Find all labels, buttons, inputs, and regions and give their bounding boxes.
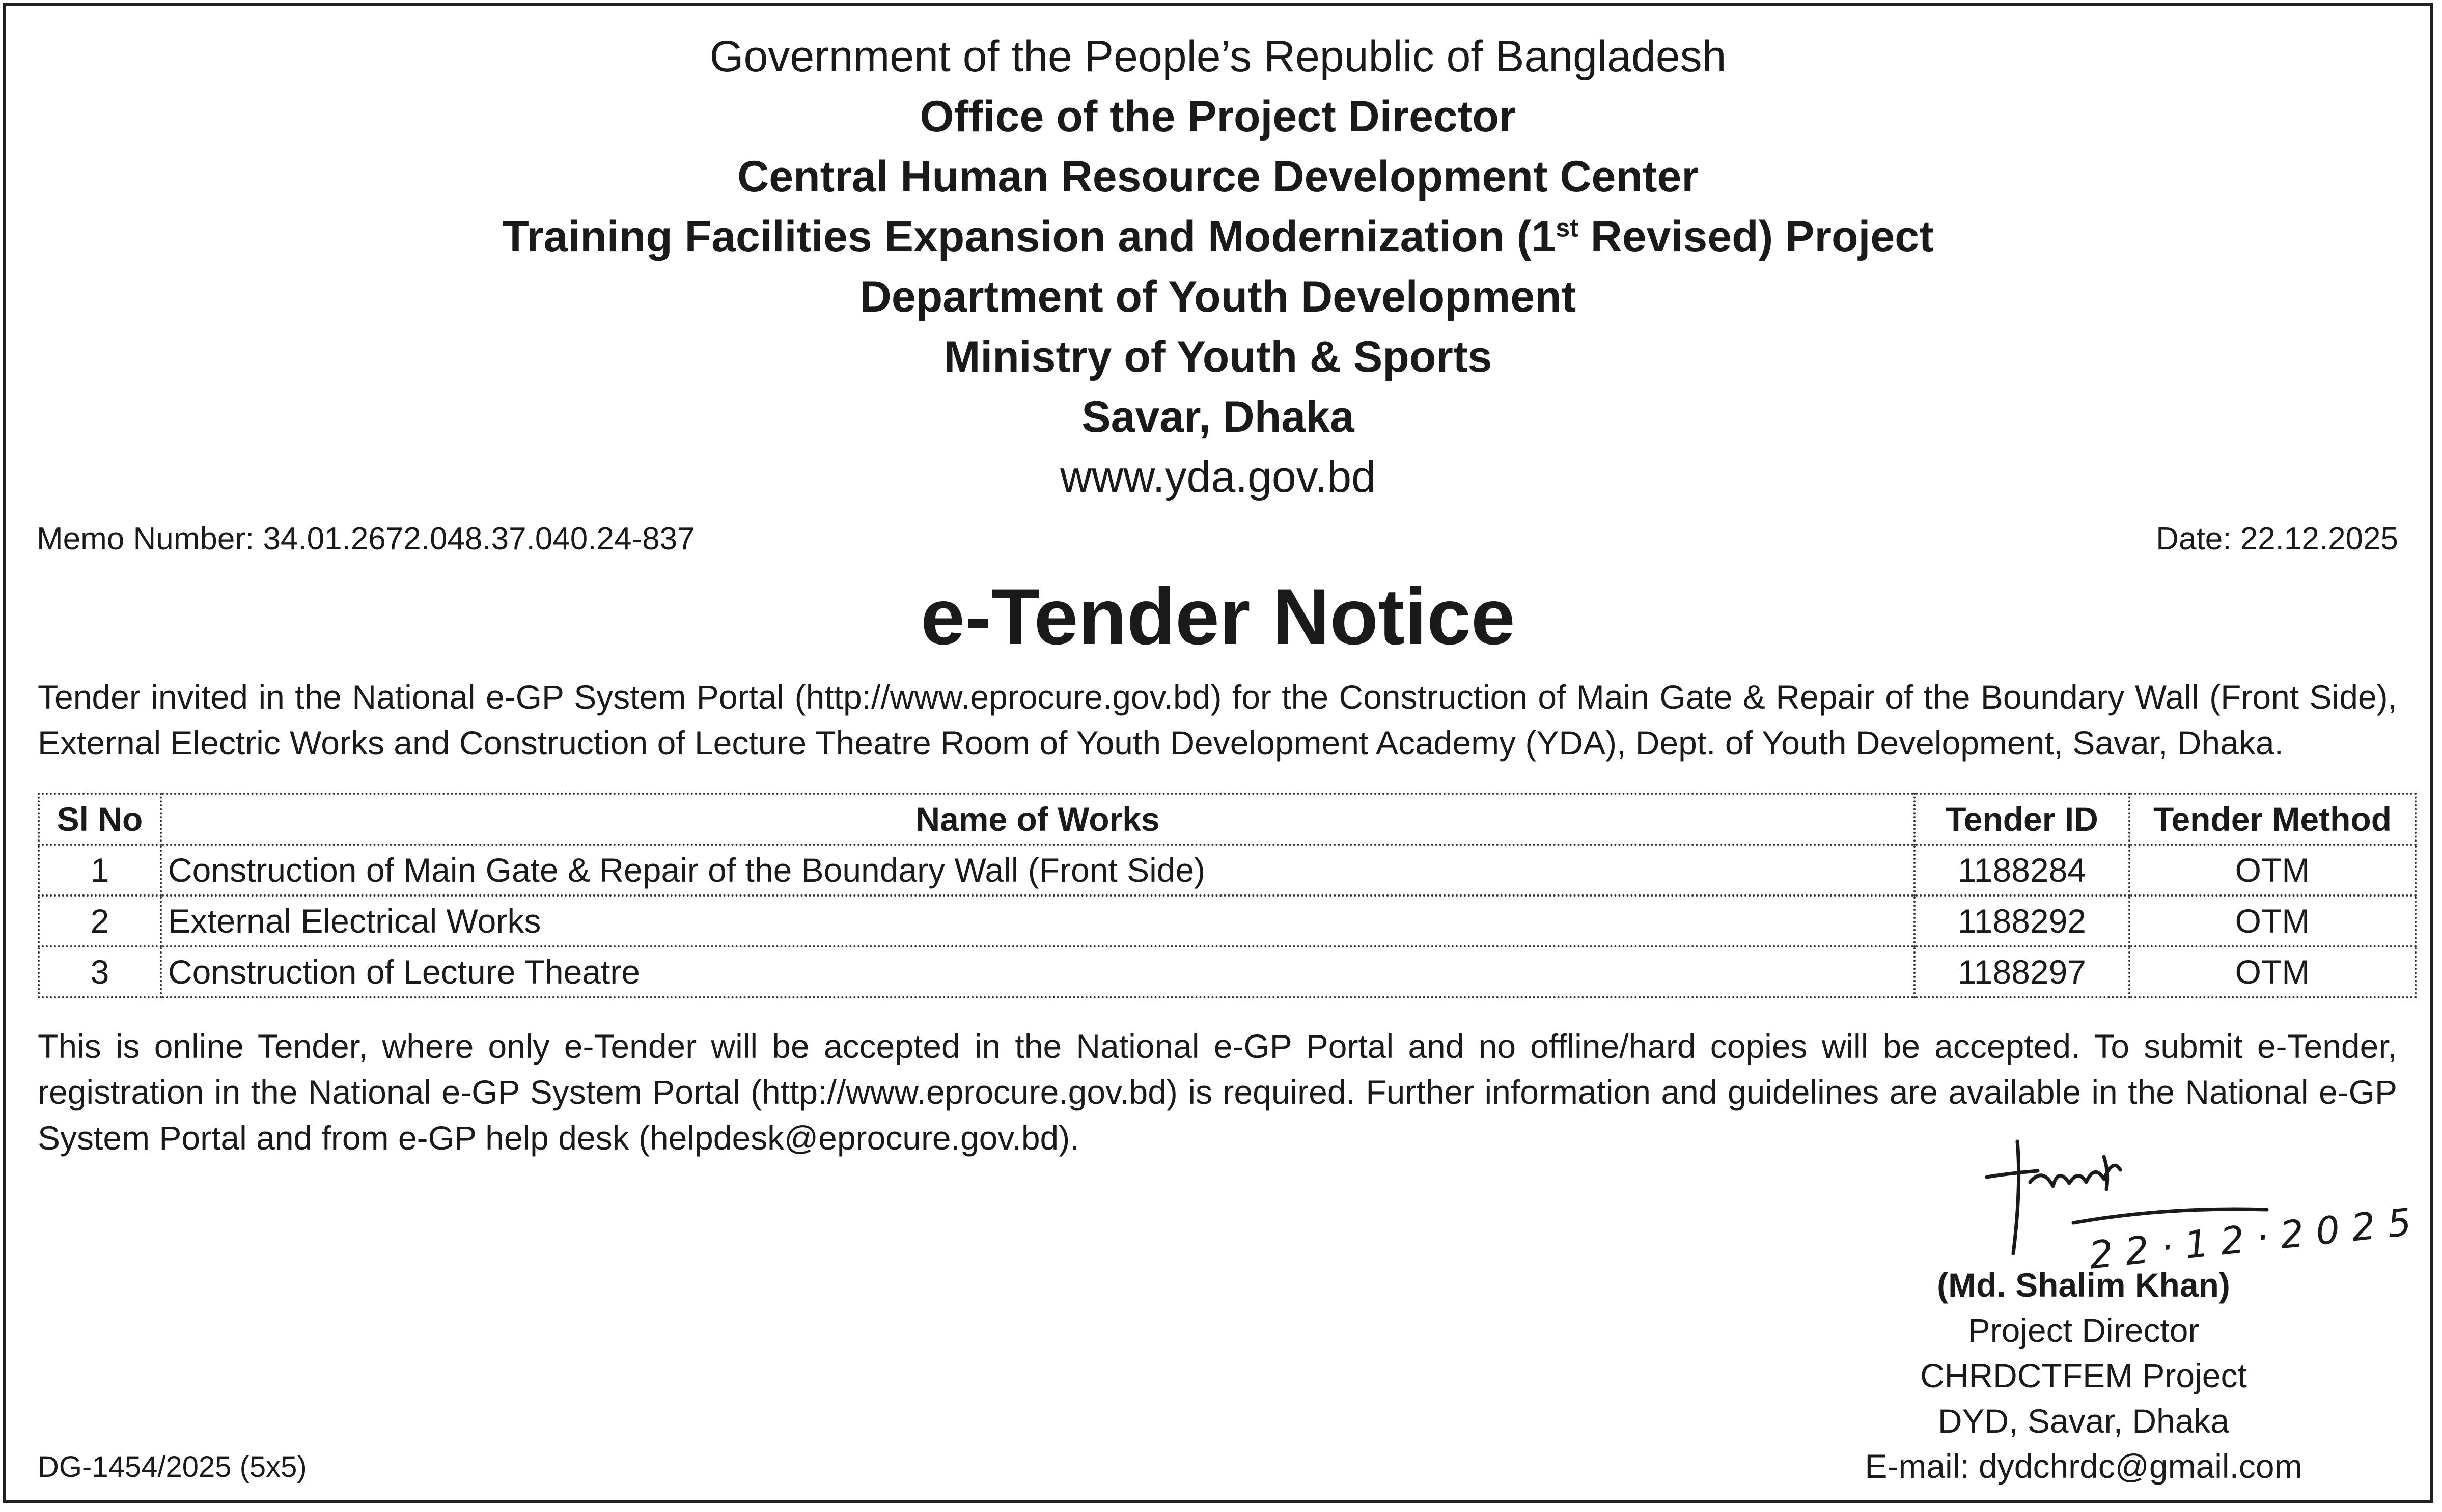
cell-tender-id: 1188297	[1914, 946, 2129, 997]
cell-name-of-works: Construction of Main Gate & Repair of the Boundary Wall (Front Side)	[161, 845, 1914, 895]
header-name-of-works: Name of Works	[161, 794, 1914, 845]
handwritten-signature	[1982, 1126, 2413, 1278]
svg-text:2 2 · 1 2 · 2 0 2 5: 2 2 · 1 2 · 2 0 2 5	[2087, 1200, 2413, 1278]
cell-tender-method: OTM	[2129, 895, 2416, 946]
website-line: www.yda.gov.bd	[1060, 453, 1376, 501]
notice-page	[3, 3, 2433, 1503]
signatory-block	[1778, 1263, 2389, 1489]
notice-header	[6, 26, 2430, 507]
publication-reference: DG-1454/2025 (5x5)	[38, 1450, 307, 1483]
project-line-superscript: st	[1556, 213, 1578, 242]
header-tender-id: Tender ID	[1914, 794, 2129, 845]
signatory-email: E-mail: dydchrdc@gmail.com	[1865, 1447, 2302, 1485]
cell-tender-id: 1188292	[1914, 895, 2129, 946]
header-sl-no: Sl No	[39, 794, 161, 845]
signatory-project: CHRDCTFEM Project	[1920, 1357, 2247, 1394]
department-line: Department of Youth Development	[859, 272, 1576, 321]
memo-row	[37, 516, 2398, 562]
cell-tender-id: 1188284	[1914, 845, 2129, 895]
online-tender-paragraph: This is online Tender, where only e-Tender will be accepted in the National e-GP Portal and no offline/hard copies will be accepted. To submit e-Tender, registration in the National e-GP System Portal (http://www.eprocure.gov.bd) is required. Further information and guidelines are available in the National e-GP System Portal and from e-GP help desk (helpdesk@eprocure.gov.bd).	[38, 1027, 2397, 1157]
table-header-row	[39, 794, 2416, 845]
signatory-name: (Md. Shalim Khan)	[1937, 1266, 2230, 1304]
location-line: Savar, Dhaka	[1081, 393, 1354, 441]
ministry-line: Ministry of Youth & Sports	[943, 332, 1492, 381]
cell-name-of-works: Construction of Lecture Theatre	[161, 946, 1914, 997]
cell-name-of-works: External Electrical Works	[161, 895, 1914, 946]
header-tender-method: Tender Method	[2129, 794, 2416, 845]
signatory-office: DYD, Savar, Dhaka	[1937, 1402, 2230, 1440]
center-line: Central Human Resource Development Center	[737, 152, 1699, 201]
project-line-end: Revised) Project	[1578, 212, 1934, 261]
project-line-start: Training Facilities Expansion and Modernization (1	[502, 212, 1556, 261]
signatory-designation: Project Director	[1967, 1311, 2200, 1349]
cell-sl-no: 3	[39, 946, 161, 997]
cell-tender-method: OTM	[2129, 845, 2416, 895]
notice-title: e-Tender Notice	[921, 573, 1515, 661]
intro-paragraph: Tender invited in the National e-GP System Portal (http://www.eprocure.gov.bd) for the Construction of Main Gate & Repair of the Boundary Wall (Front Side), External Electric Works and Construction of Lecture Theatre Room of Youth Development Academy (YDA), Dept. of Youth Development, Savar, Dhaka.	[38, 678, 2397, 762]
memo-date: Date: 22.12.2025	[2156, 521, 2398, 556]
office-line: Office of the Project Director	[920, 92, 1516, 141]
project-line	[6, 207, 2430, 267]
cell-sl-no: 1	[39, 845, 161, 895]
table-row	[39, 895, 2416, 946]
government-line: Government of the People’s Republic of Bangladesh	[709, 32, 1727, 81]
memo-number: Memo Number: 34.01.2672.048.37.040.24-837	[37, 521, 695, 556]
table-row	[39, 946, 2416, 997]
cell-sl-no: 2	[39, 895, 161, 946]
cell-tender-method: OTM	[2129, 946, 2416, 997]
table-row	[39, 845, 2416, 895]
works-table	[38, 793, 2417, 998]
